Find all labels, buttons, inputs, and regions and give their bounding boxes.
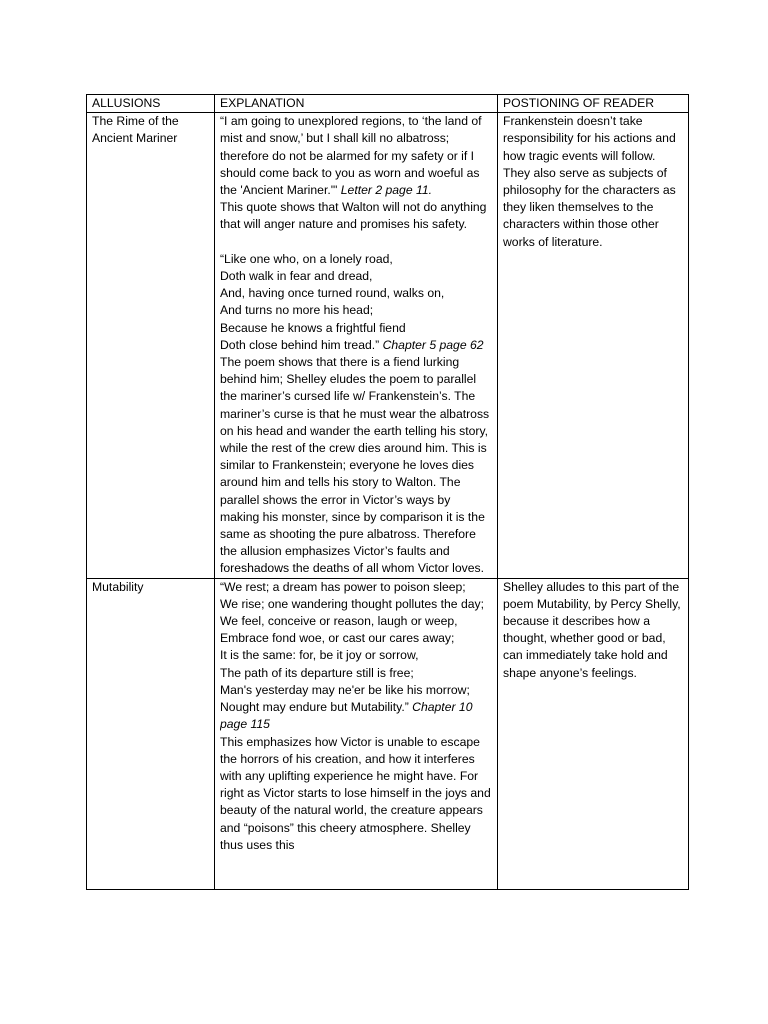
header-explanation: EXPLANATION [215,95,498,113]
citation: Letter 2 page 11. [340,183,433,198]
allusion-title: Mutability [92,579,144,594]
citation: Chapter 10 page 115 [220,700,473,732]
explanation-text: The poem shows that there is a fiend lurking behind him; Shelley eludes the poem to parallel the mariner’s cursed life w/ Frankenstein’s. The mariner’s curse is that he must wear the albatross on his head and wander the earth telling his story, while the rest of the crew dies around him. This is similar to Frankenstein; everyone he loves dies around him and tells his story to Walton. The parallel shows the error in Victor’s ways by making his monster, since by comparison it is the same as shooting the pure albatross. Therefore the allusion emphasizes Victor’s faults and foreshadows the deaths of all whom Victor loves. [220,355,490,576]
positioning-cell [498,578,689,889]
explanation-text: This quote shows that Walton will not do anything that will anger nature and promises his safety. [220,200,487,232]
explanation-cell [215,578,498,889]
quote-text: “I am going to unexplored regions, to ‘the land of mist and snow,’ but I shall kill no albatross; therefore do not be alarmed for my safety or if I should come back to you as worn and woeful as the 'Ancient Mariner.'" [220,114,482,198]
citation: Chapter 5 page 62 [382,337,484,352]
header-positioning: POSTIONING OF READER [498,95,689,113]
quote [220,579,492,734]
explanation-cell [215,113,498,578]
spacer [220,234,492,251]
allusion-title: The Rime of the Ancient Mariner [92,114,179,146]
positioning-text: Shelley alludes to this part of the poem Mutability, by Percy Shelly, because it describes how a thought, whether good or bad, can immediately take hold and shape anyone’s feelings. [503,579,681,680]
positioning-cell [498,113,689,578]
quote [220,113,492,199]
table-header-row [87,95,689,113]
quote [220,251,492,354]
quote-text: “We rest; a dream has power to poison sleep; We rise; one wandering thought pollutes the day; We feel, conceive or reason, laugh or weep, Embrace fond woe, or cast our cares away; It is the same: for, be it joy or sorrow, The path of its departure still is free; Man's yesterday may ne'er be like his morrow; Nought may endure but Mutability.” [220,579,485,715]
positioning-text: Frankenstein doesn’t take responsibility for his actions and how tragic events will follow. They also serve as subjects of philosophy for the characters as they liken themselves to the characters within those other works of literature. [503,114,676,249]
table-row [87,578,689,889]
explanation-text: This emphasizes how Victor is unable to escape the horrors of his creation, and how it interferes with any uplifting experience he might have. For right as Victor starts to lose himself in the joys and beauty of the natural world, the creature appears and “poisons” this cheery atmosphere. Shelley thus uses this [220,734,491,852]
table-row [87,113,689,578]
allusions-table [86,94,689,890]
explanation-clip [220,579,492,889]
header-allusions: ALLUSIONS [87,95,215,113]
quote-text: “Like one who, on a lonely road, Doth walk in fear and dread, And, having once turned round, walks on, And turns no more his head; Because he knows a frightful fiend Doth close behind him tread.” [220,251,445,352]
allusion-cell [87,113,215,578]
allusion-cell [87,578,215,889]
